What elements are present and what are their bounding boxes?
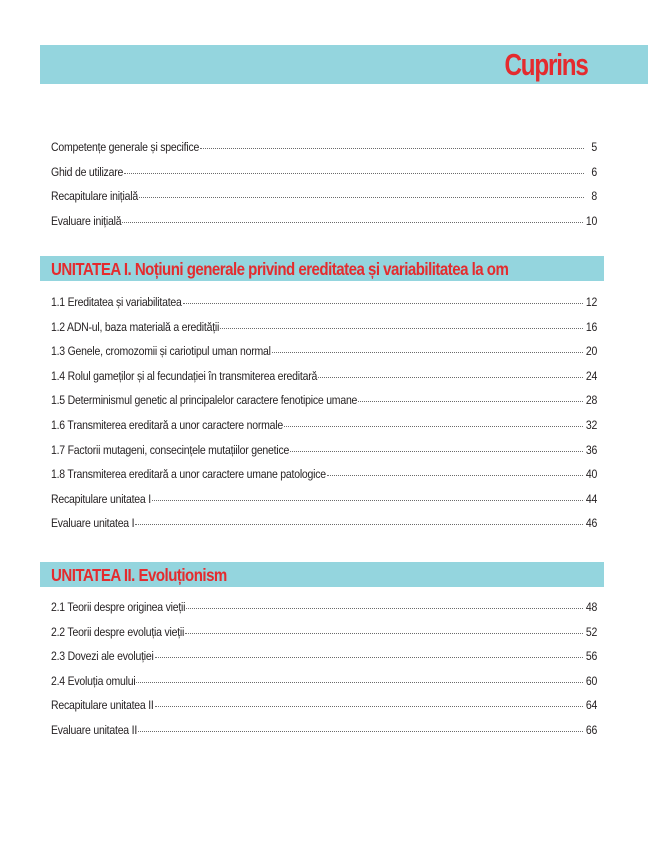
dot-leader xyxy=(124,173,584,174)
toc-entry-page: 16 xyxy=(585,319,597,334)
toc-entry[interactable] xyxy=(51,368,597,393)
toc-entry-page: 5 xyxy=(591,140,597,154)
toc-entry[interactable] xyxy=(51,673,597,698)
toc-entry-page: 56 xyxy=(585,649,597,664)
toc-entry-page: 10 xyxy=(585,213,597,228)
toc-entry-page: 40 xyxy=(585,467,597,482)
toc-entry-label: 2.2 Teorii despre evoluția vieții xyxy=(51,624,185,639)
toc-entry-page: 44 xyxy=(585,491,597,506)
toc-entry-label: 1.4 Rolul gameților și al fecundației în transmiterea ereditară xyxy=(51,368,318,383)
toc-entry-label: Recapitulare unitatea II xyxy=(51,698,154,713)
toc-entry-label: 1.8 Transmiterea ereditară a unor caractere umane patologice xyxy=(51,467,326,482)
dot-leader xyxy=(327,475,583,476)
toc-entry[interactable] xyxy=(51,648,597,673)
toc-entry-label: 1.2 ADN-ul, baza materială a eredității xyxy=(51,319,220,334)
unit-2-heading-band xyxy=(40,562,604,587)
toc-entry-page: 20 xyxy=(585,344,597,359)
dot-leader xyxy=(318,377,583,378)
toc-entry[interactable] xyxy=(51,213,597,238)
toc-entry-page: 46 xyxy=(585,516,597,531)
toc-entry-page: 32 xyxy=(585,417,597,432)
dot-leader xyxy=(220,328,583,329)
toc-entry[interactable] xyxy=(51,442,597,467)
toc-entry[interactable] xyxy=(51,624,597,649)
toc-entry-label: 1.3 Genele, cromozomii și cariotipul uman normal xyxy=(51,344,271,359)
toc-entry-page: 8 xyxy=(591,189,597,204)
toc-entry-page: 12 xyxy=(585,295,597,309)
toc-entry-page: 28 xyxy=(585,393,597,408)
toc-entry[interactable] xyxy=(51,417,597,442)
dot-leader xyxy=(139,197,584,198)
toc-entry[interactable] xyxy=(51,466,597,491)
unit-1-heading[interactable]: UNITATEA I. Noțiuni generale privind ereditatea și variabilitatea la om xyxy=(51,259,509,279)
toc-unit-1-list xyxy=(51,294,597,540)
dot-leader xyxy=(200,148,584,149)
toc-entry[interactable] xyxy=(51,319,597,344)
dot-leader xyxy=(122,222,583,223)
dot-leader xyxy=(155,706,583,707)
page-title: Cuprins xyxy=(504,47,588,82)
toc-entry-label: 1.7 Factorii mutageni, consecințele mutațiilor genetice xyxy=(51,442,290,457)
toc-entry-label: Evaluare unitatea II xyxy=(51,722,138,737)
dot-leader xyxy=(186,608,583,609)
dot-leader xyxy=(135,524,583,525)
toc-entry[interactable] xyxy=(51,392,597,417)
toc-entry[interactable] xyxy=(51,343,597,368)
toc-entry[interactable] xyxy=(51,164,597,189)
dot-leader xyxy=(183,303,583,304)
toc-entry[interactable] xyxy=(51,491,597,516)
dot-leader xyxy=(152,500,583,501)
toc-entry-label: Evaluare unitatea I xyxy=(51,516,135,531)
toc-intro-list xyxy=(51,139,597,237)
toc-entry-page: 36 xyxy=(585,442,597,457)
dot-leader xyxy=(284,426,583,427)
dot-leader xyxy=(290,451,583,452)
toc-entry-label: 2.3 Dovezi ale evoluției xyxy=(51,649,154,664)
toc-entry-page: 24 xyxy=(585,368,597,383)
toc-unit-2-list xyxy=(51,599,597,747)
dot-leader xyxy=(185,633,583,634)
toc-entry[interactable] xyxy=(51,722,597,747)
toc-entry-label: 1.1 Ereditatea și variabilitatea xyxy=(51,295,182,309)
unit-1-heading-band xyxy=(40,256,604,281)
toc-entry[interactable] xyxy=(51,139,597,164)
dot-leader xyxy=(272,352,583,353)
toc-entry-label: Competențe generale și specifice xyxy=(51,140,200,154)
toc-entry-page: 48 xyxy=(585,600,597,614)
toc-entry-page: 64 xyxy=(585,698,597,713)
toc-entry-label: 2.1 Teorii despre originea vieții xyxy=(51,600,186,614)
toc-entry[interactable] xyxy=(51,188,597,213)
toc-entry[interactable] xyxy=(51,697,597,722)
toc-entry[interactable] xyxy=(51,599,597,624)
toc-entry-label: 2.4 Evoluția omului xyxy=(51,673,136,688)
dot-leader xyxy=(358,401,583,402)
toc-entry-page: 66 xyxy=(585,722,597,737)
toc-entry-label: Recapitulare unitatea I xyxy=(51,491,151,506)
dot-leader xyxy=(136,682,582,683)
toc-entry[interactable] xyxy=(51,294,597,319)
title-band xyxy=(40,45,648,84)
dot-leader xyxy=(155,657,583,658)
toc-entry-label: 1.6 Transmiterea ereditară a unor caractere normale xyxy=(51,417,283,432)
toc-entry-label: Ghid de utilizare xyxy=(51,164,124,179)
unit-2-heading[interactable]: UNITATEA II. Evoluționism xyxy=(51,565,227,585)
dot-leader xyxy=(138,731,583,732)
toc-entry-page: 52 xyxy=(585,624,597,639)
toc-entry-page: 60 xyxy=(585,673,597,688)
toc-entry[interactable] xyxy=(51,515,597,540)
toc-entry-page: 6 xyxy=(591,164,597,179)
toc-entry-label: Evaluare inițială xyxy=(51,213,122,228)
toc-entry-label: Recapitulare inițială xyxy=(51,189,138,204)
toc-entry-label: 1.5 Determinismul genetic al principalelor caractere fenotipice umane xyxy=(51,393,358,408)
